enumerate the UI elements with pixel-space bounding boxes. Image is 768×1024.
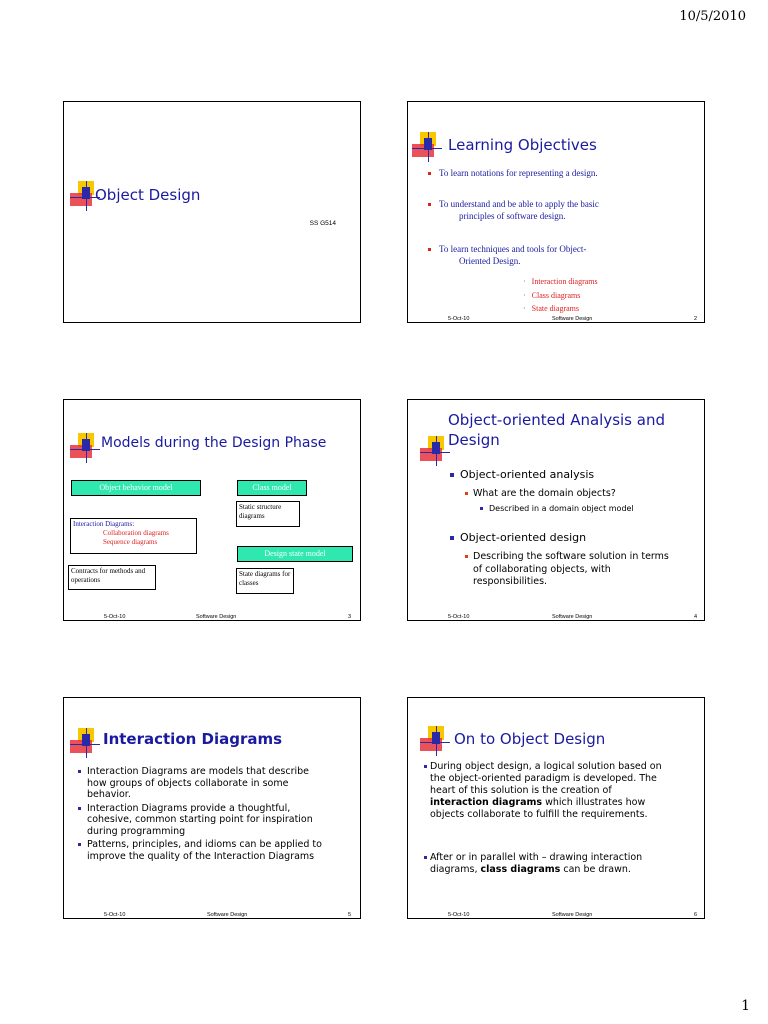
slide-logo-icon (70, 728, 100, 758)
sub-bullet-item: What are the domain objects? (465, 488, 616, 499)
slide-title: On to Object Design (454, 730, 606, 748)
footer-title: Software Design (552, 912, 593, 918)
bullet-item: Patterns, principles, and idioms can be applied to improve the quality of the Interaction Diagrams (78, 839, 322, 862)
footer-date: 5-Oct-10 (448, 912, 470, 918)
page-number: 1 (741, 998, 750, 1014)
slide-4 (407, 399, 705, 621)
footer-page: 4 (694, 614, 698, 620)
course-code: SS G514 (309, 220, 336, 227)
footer-title: Software Design (196, 614, 237, 620)
footer-title: Software Design (552, 316, 593, 322)
bullet-item: Object-oriented design (450, 531, 586, 544)
slide-logo-icon (420, 436, 450, 466)
bullet-item: Interaction Diagrams provide a thoughtful, cohesive, common starting point for inspiration during programming (78, 803, 322, 838)
sub-item: · Class diagrams (523, 290, 581, 300)
static-structure-box: Static structure diagrams (236, 501, 300, 527)
bullet-item: Interaction Diagrams are models that describe how groups of objects collaborate in some behavior. (78, 766, 322, 801)
sub-list (523, 275, 598, 316)
object-behavior-model-box: Object behavior model (71, 480, 201, 496)
bullet-list (78, 766, 322, 862)
paragraph-2: After or in parallel with – drawing interaction diagrams, class diagrams can be drawn. (424, 852, 642, 876)
paragraph-1: During object design, a logical solution based on the object-oriented paradigm is developed. The heart of this solution is the creation of interaction diagrams which illustrates how objects collaborate to fulfill the requirements. (424, 761, 662, 821)
sub-item: · State diagrams (523, 304, 579, 313)
slide-logo-icon (412, 132, 442, 162)
footer-date: 5-Oct-10 (104, 912, 126, 918)
slide-title: Object Design (95, 186, 201, 204)
slide-6 (407, 697, 705, 919)
slide-2 (407, 101, 705, 323)
bullet-item: To understand and be able to apply the basic principles of software design. (428, 198, 599, 222)
class-model-box: Class model (237, 480, 307, 496)
sub-item: · Interaction diagrams (523, 277, 598, 286)
header-date: 10/5/2010 (679, 9, 746, 24)
footer-page: 6 (694, 912, 698, 918)
footer-date: 5-Oct-10 (448, 614, 470, 620)
slide-title: Learning Objectives (448, 136, 597, 154)
footer-page: 2 (694, 316, 698, 322)
footer-date: 5-Oct-10 (448, 316, 470, 322)
slide-logo-icon (420, 726, 450, 756)
slide-1 (63, 101, 361, 323)
footer-date: 5-Oct-10 (104, 614, 126, 620)
sub-sub-bullet-item: Described in a domain object model (480, 504, 634, 513)
slide-title: Interaction Diagrams (103, 730, 283, 748)
state-diagrams-box: State diagrams for classes (236, 568, 294, 594)
bullet-item: To learn notations for representing a design. (428, 168, 598, 178)
slide-5 (63, 697, 361, 919)
footer-page: 3 (348, 614, 352, 620)
slide-title: Object-oriented Analysis and Design (448, 411, 665, 449)
slide-title: Models during the Design Phase (101, 435, 327, 451)
slide-3 (63, 399, 361, 621)
bullet-item: Object-oriented analysis (450, 468, 594, 481)
design-state-model-box: Design state model (237, 546, 353, 562)
footer-title: Software Design (207, 912, 248, 918)
footer-page: 5 (348, 912, 352, 918)
contracts-box: Contracts for methods and operations (68, 565, 156, 590)
sub-bullet-item: Describing the software solution in terms of collaborating objects, with responsibilities. (465, 551, 669, 589)
footer-title: Software Design (552, 614, 593, 620)
slide-logo-icon (70, 433, 100, 463)
bullet-item: To learn techniques and tools for Object- Oriented Design. (428, 243, 586, 267)
interaction-diagrams-box: Interaction Diagrams: Collaboration diagrams Sequence diagrams (70, 518, 197, 554)
